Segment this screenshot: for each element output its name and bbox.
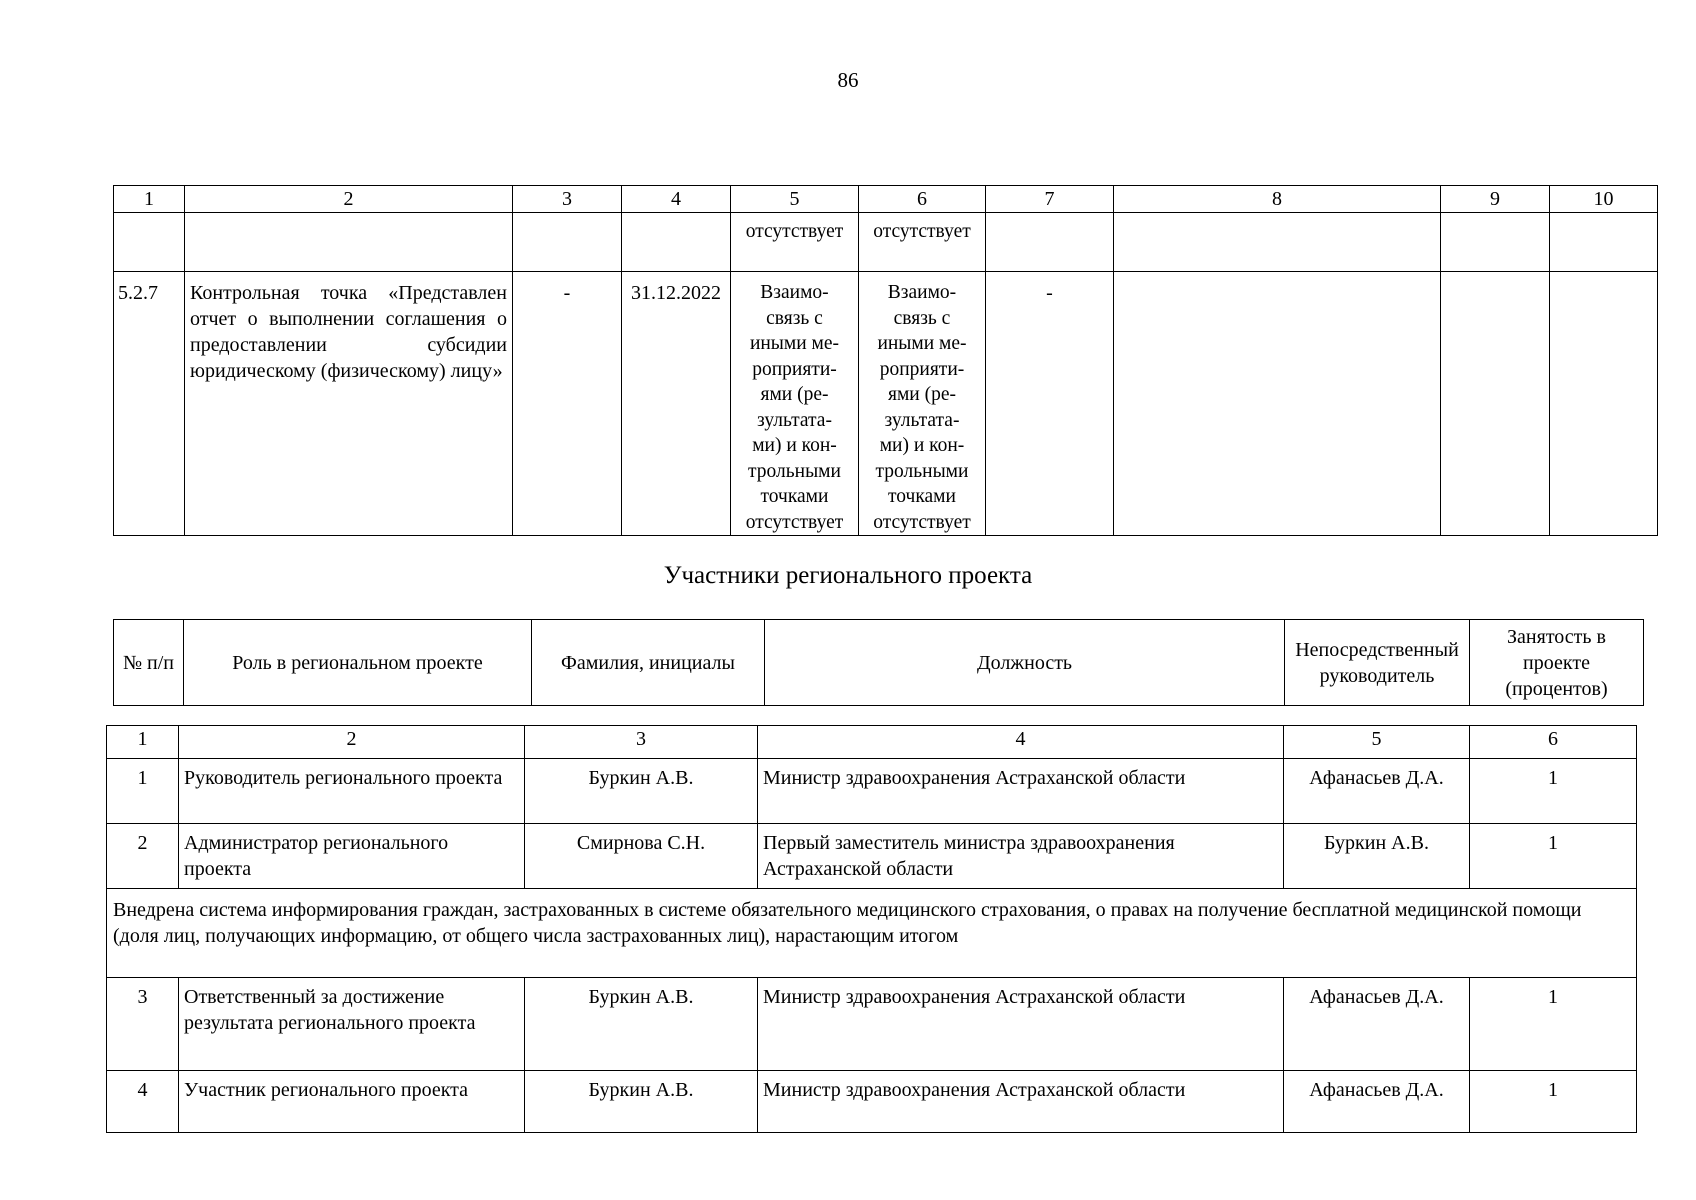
relation-cell: отсутствует xyxy=(859,213,986,272)
participant-name: Буркин А.В. xyxy=(525,759,758,824)
relation-cell: Взаимо- связь с иными ме- роприяти- ями (ре- зультата- ми) и кон- трольными точками отсутствует xyxy=(731,272,859,536)
participant-manager: Афанасьев Д.А. xyxy=(1284,978,1470,1071)
participant-name: Буркин А.В. xyxy=(525,978,758,1071)
header-load: Занятость в проекте (процентов) xyxy=(1470,620,1644,706)
relation-cell: Взаимо- связь с иными ме- роприяти- ями (ре- зультата- ми) и кон- трольными точками отсутствует xyxy=(859,272,986,536)
table-row xyxy=(114,272,1658,536)
table-row xyxy=(107,978,1637,1071)
participant-num: 2 xyxy=(107,824,179,889)
participant-manager: Афанасьев Д.А. xyxy=(1284,759,1470,824)
col-number: 4 xyxy=(758,726,1284,759)
participant-position: Министр здравоохранения Астраханской области xyxy=(758,978,1284,1071)
participant-name: Буркин А.В. xyxy=(525,1071,758,1133)
col-number: 10 xyxy=(1550,186,1658,213)
participant-position: Министр здравоохранения Астраханской области xyxy=(758,1071,1284,1133)
checkpoint-date: 31.12.2022 xyxy=(622,272,731,536)
col-number: 3 xyxy=(513,186,622,213)
col-number: 4 xyxy=(622,186,731,213)
participant-role: Администратор регионального проекта xyxy=(179,824,525,889)
col-number: 9 xyxy=(1441,186,1550,213)
col-number: 7 xyxy=(986,186,1114,213)
continuation-row xyxy=(114,213,1658,272)
participant-num: 1 xyxy=(107,759,179,824)
participant-load: 1 xyxy=(1470,824,1637,889)
relation-cell: отсутствует xyxy=(731,213,859,272)
participant-load: 1 xyxy=(1470,759,1637,824)
participants-header-table xyxy=(113,619,1644,706)
participant-num: 3 xyxy=(107,978,179,1071)
table-row xyxy=(107,824,1637,889)
participants-table xyxy=(106,725,1637,1133)
col-number: 1 xyxy=(107,726,179,759)
col-number: 2 xyxy=(179,726,525,759)
participant-role: Руководитель регионального проекта xyxy=(179,759,525,824)
header-name: Фамилия, инициалы xyxy=(532,620,765,706)
participant-num: 4 xyxy=(107,1071,179,1133)
col-number: 5 xyxy=(731,186,859,213)
col-number: 3 xyxy=(525,726,758,759)
participant-load: 1 xyxy=(1470,978,1637,1071)
column-numbers-row xyxy=(114,186,1658,213)
header-role: Роль в региональном проекте xyxy=(184,620,532,706)
result-description: Внедрена система информирования граждан, застрахованных в системе обязательного медицинского страхования, о правах на получение бесплатной медицинской помощи (доля лиц, получающих информацию, от общего числа застрахованных лиц), нарастающим итогом xyxy=(107,889,1637,978)
row-cell: - xyxy=(986,272,1114,536)
checkpoint-name: Контрольная точка «Представлен отчет о выполнении соглашения о предоставлении субсидии юридическому (физическому) лицу» xyxy=(185,272,513,536)
participant-manager: Афанасьев Д.А. xyxy=(1284,1071,1470,1133)
participant-position: Министр здравоохранения Астраханской области xyxy=(758,759,1284,824)
col-number: 1 xyxy=(114,186,185,213)
row-number: 5.2.7 xyxy=(114,272,185,536)
col-number: 5 xyxy=(1284,726,1470,759)
activities-table xyxy=(113,185,1658,536)
col-number: 2 xyxy=(185,186,513,213)
col-number: 6 xyxy=(1470,726,1637,759)
row-cell: - xyxy=(513,272,622,536)
col-number: 8 xyxy=(1114,186,1441,213)
participant-role: Участник регионального проекта xyxy=(179,1071,525,1133)
participant-manager: Буркин А.В. xyxy=(1284,824,1470,889)
header-manager: Непосредственный руководитель xyxy=(1285,620,1470,706)
header-num: № п/п xyxy=(114,620,184,706)
participant-name: Смирнова С.Н. xyxy=(525,824,758,889)
participant-position: Первый заместитель министра здравоохранения Астраханской области xyxy=(758,824,1284,889)
table-row xyxy=(107,1071,1637,1133)
result-separator-row xyxy=(107,889,1637,978)
page-number: 86 xyxy=(837,68,859,92)
col-number: 6 xyxy=(859,186,986,213)
table-row xyxy=(107,759,1637,824)
header-row xyxy=(114,620,1644,706)
participant-load: 1 xyxy=(1470,1071,1637,1133)
participant-role: Ответственный за достижение результата регионального проекта xyxy=(179,978,525,1071)
section-title: Участники регионального проекта xyxy=(663,562,1033,589)
header-position: Должность xyxy=(765,620,1285,706)
column-numbers-row xyxy=(107,726,1637,759)
